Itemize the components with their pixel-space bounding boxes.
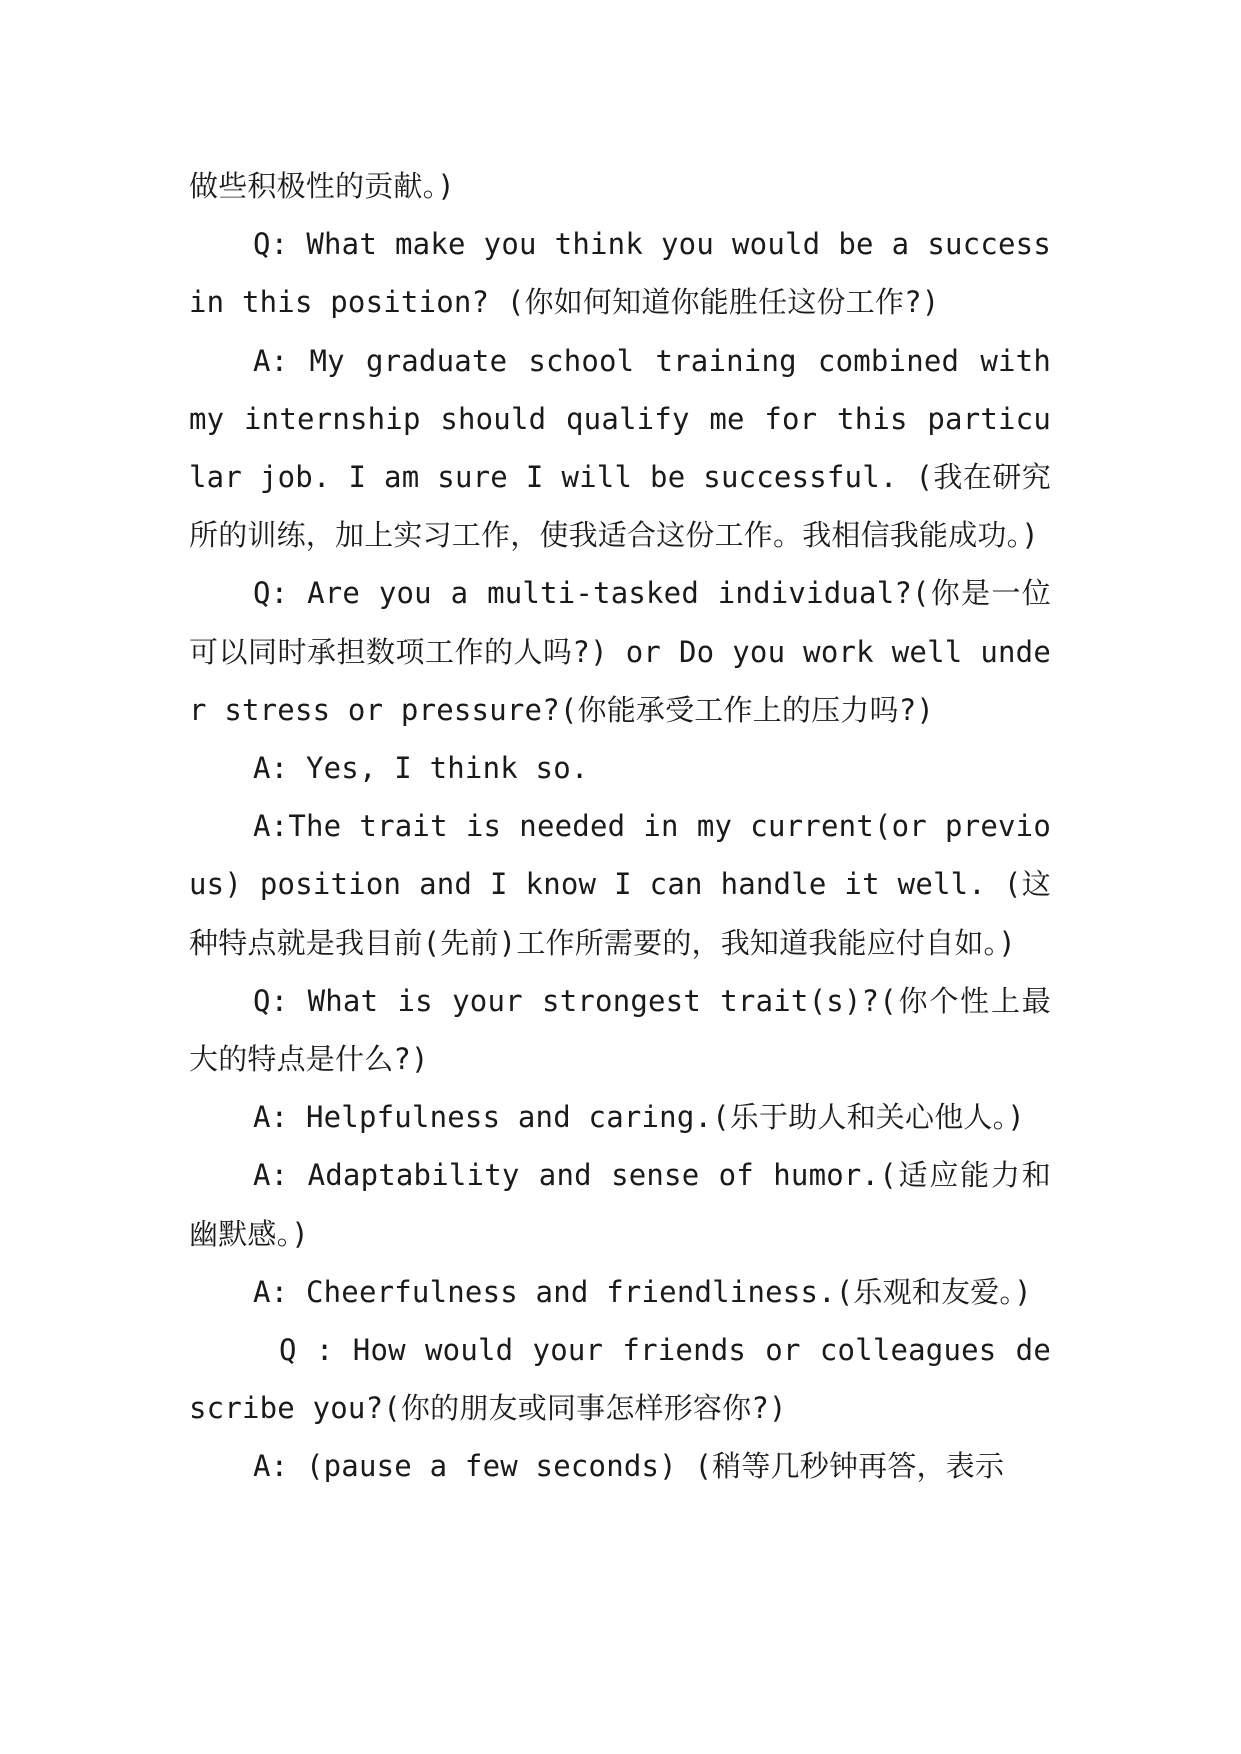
answer-cheerfulness: A: Cheerfulness and friendliness.(乐观和友爱。) (253, 1274, 1032, 1309)
answer-helpfulness: A: Helpfulness and caring.(乐于助人和关心他人。) (253, 1100, 1025, 1135)
answer-pause: A: (pause a few seconds) (稍等几秒钟再答，表示 (253, 1449, 1005, 1484)
answer-graduate-training: A: My graduate school training combined with my internship should qualify me for this particular job. I am sure I will be successful. (我在研究所的训练，加上实习工作，使我适合这份工作。我相信我能成功。) (189, 343, 1051, 553)
answer-yes: A: Yes, I think so. (253, 751, 589, 786)
answer-trait-needed: A:The trait is needed in my current(or previous) position and I know I can handle it well. (这种特点就是我目前(先前)工作所需要的，我知道我能应付自如。) (189, 809, 1051, 960)
question-friends-describe: Q : How would your friends or colleagues describe you?(你的朋友或同事怎样形容你?) (189, 1333, 1051, 1426)
question-strongest-trait: Q: What is your strongest trait(s)?(你个性上最大的特点是什么?) (189, 983, 1051, 1077)
question-success-in-position: Q: What make you think you would be a success in this position? (你如何知道你能胜任这份工作?) (189, 227, 1051, 320)
answer-adaptability: A: Adaptability and sense of humor.(适应能力和幽默感。) (189, 1158, 1051, 1251)
paragraph-continuation: 做些积极性的贡献。) (189, 169, 455, 203)
document-body (189, 157, 1051, 1496)
question-multi-tasked: Q: Are you a multi-tasked individual?(你是一位可以同时承担数项工作的人吗?) or Do you work well under stress or pressure?(你能承受工作上的压力吗?) (189, 576, 1051, 727)
